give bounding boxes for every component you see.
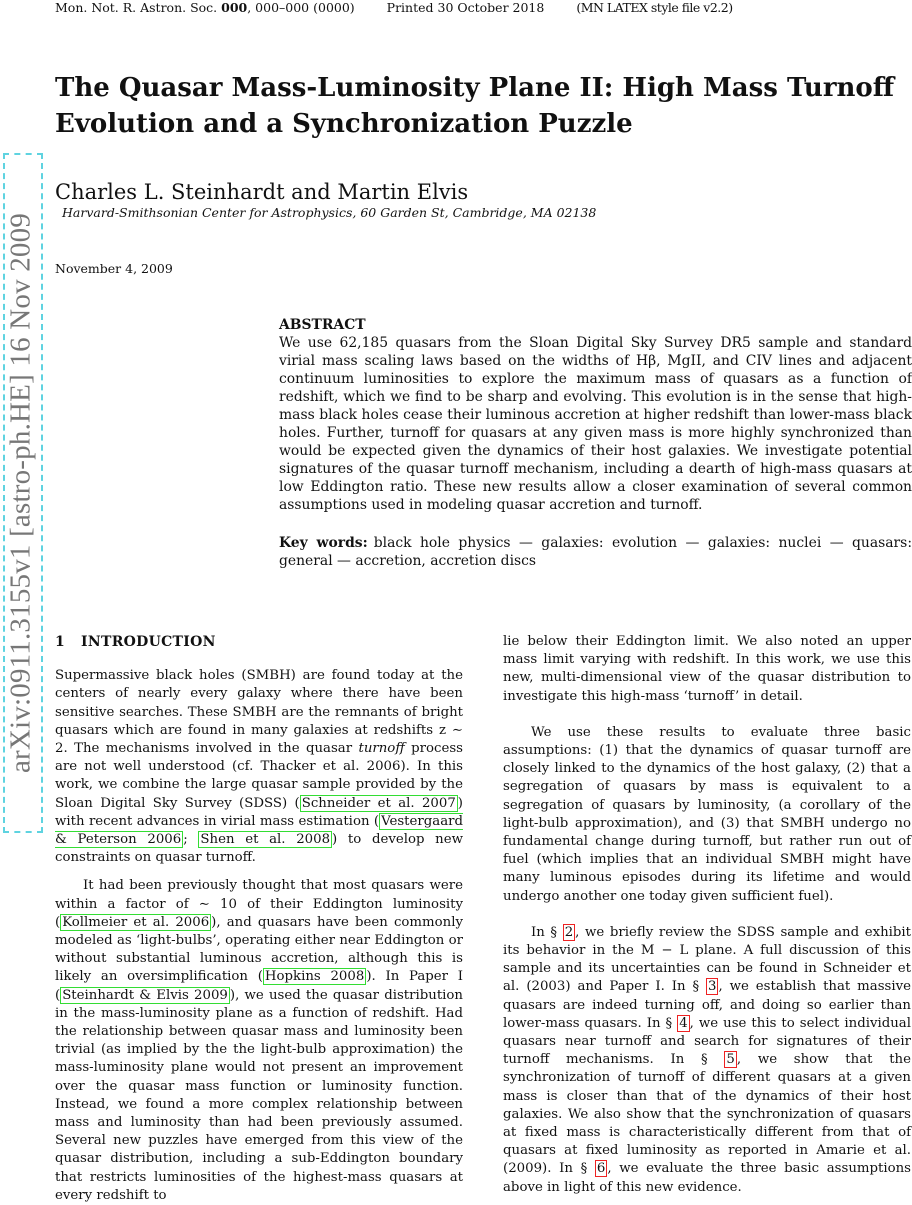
abstract-heading: ABSTRACT: [279, 317, 366, 333]
arxiv-stamp[interactable]: arXiv:0911.3155v1 [astro-ph.HE] 16 Nov 2009: [4, 212, 37, 774]
section-link[interactable]: 6: [596, 1161, 606, 1177]
printed-date: Printed 30 October 2018: [386, 0, 545, 15]
keywords-label: Key words:: [279, 535, 368, 551]
journal-ref: Mon. Not. R. Astron. Soc. 000, 000–000 (0000): [55, 0, 355, 15]
citation-link[interactable]: Vestergaard & Peterson 2006: [55, 813, 463, 848]
citation-link[interactable]: Steinhardt & Elvis 2009: [62, 987, 228, 1003]
abstract-text: We use 62,185 quasars from the Sloan Digital Sky Survey DR5 sample and standard virial mass scaling laws based on the widths of Hβ, MgII, and CIV lines and adjacent continuum luminosities to explore the maximum mass of quasars as a function of redshift, which we find to be sharp and evolving. This evolution is in the sense that high-mass black holes cease their luminous accretion at higher redshift than lower-mass black holes. Further, turnoff for quasars at any given mass is more highly synchronized than would be expected given the dynamics of their host galaxies. We investigate potential signatures of the quasar turnoff mechanism, including a dearth of high-mass quasars at low Eddington ratio. These new results allow a closer examination of several common assumptions used in modeling quasar accretion and turnoff.: [279, 335, 912, 513]
section-link[interactable]: 2: [564, 924, 574, 940]
paragraph: We use these results to evaluate three basic assumptions: (1) that the dynamics of quasar turnoff are closely linked to the dynamics of the host galaxy, (2) that a segregation of quasars by mass is equivalent to a segregation of quasars by luminosity, (a corollary of the light-bulb approximation), and (3) that SMBH undergo no fundamental change during turnoff, but rather run out of fuel (which implies that an individual SMBH might have many luminous episodes during its lifetime and would undergo another one today given sufficient fuel).: [503, 724, 911, 904]
paragraph: Supermassive black holes (SMBH) are found today at the centers of nearly every galaxy where there have been sensitive searches. These SMBH are the remnants of bright quasars which are found in many galaxies at redshifts z ∼ 2. The mechanisms involved in the quasar turnoff process are not well understood (cf. Thacker et al. 2006). In this work, we combine the large quasar sample provided by the Sloan Digital Sky Survey (SDSS) ( Schneider et al. 2007 ) with recent advances in virial mass estimation ( Vestergaard & Peterson 2006 ; Shen et al. 2008 ) to develop new constraints on quasar turnoff.: [55, 668, 463, 866]
paragraph: It had been previously thought that most quasars were within a factor of ∼ 10 of their Eddington luminosity ( Kollmeier et al. 2006 ), and quasars have been commonly modeled as ‘light-bulbs’, operating either near Eddington or without substantial luminous accretion, although this is likely an oversimplification ( Hopkins 2008 ). In Paper I ( Steinhardt & Elvis 2009 ), we used the quasar distribution in the mass-luminosity plane as a function of redshift. Had the relationship between quasar mass and luminosity been trivial (as implied by the the light-bulb approximation) the mass-luminosity plane would not present an improvement over the quasar mass function or luminosity function. Instead, we found a more complex relationship between mass and luminosity than had been previously assumed. Several new puzzles have emerged from this view of the quasar distribution, including a sub-Eddington boundary that restricts luminosities of the highest-mass quasars at every redshift to: [55, 878, 463, 1203]
affiliation: Harvard-Smithsonian Center for Astrophysics, 60 Garden St, Cambridge, MA 02138: [62, 205, 597, 220]
left-column: [55, 633, 463, 1205]
date: November 4, 2009: [55, 261, 173, 276]
running-header: [55, 0, 895, 16]
section-link[interactable]: 5: [726, 1052, 735, 1068]
paragraph: lie below their Eddington limit. We also noted an upper mass limit varying with redshift. In this work, we use this new, multi-dimensional view of the quasar distribution to investigate this high-mass ‘turnoff’ in detail.: [503, 634, 911, 704]
right-column: [503, 633, 911, 1197]
section-link[interactable]: 4: [679, 1015, 688, 1031]
authors: Charles L. Steinhardt and Martin Elvis: [55, 180, 469, 204]
citation-link[interactable]: Shen et al. 2008: [200, 832, 331, 848]
citation-link[interactable]: Hopkins 2008: [264, 969, 365, 985]
section-heading: 1 INTRODUCTION: [55, 634, 216, 650]
section-link[interactable]: 3: [708, 979, 717, 995]
citation-link[interactable]: Schneider et al. 2007: [301, 795, 456, 811]
keywords: [279, 534, 912, 570]
keywords-text: black hole physics — galaxies: evolution — galaxies: nuclei — quasars: general — accretion, accretion discs: [279, 535, 912, 569]
style-file-note: (MN LATEX style file v2.2): [576, 0, 733, 15]
paragraph: In § 2 , we briefly review the SDSS sample and exhibit its behavior in the M − L plane. A full discussion of this sample and its uncertainties can be found in Schneider et al. (2003) and Paper I. In § 3 , we establish that massive quasars are indeed turning off, and doing so earlier than lower-mass quasars. In § 4 , we use this to select individual quasars near turnoff and search for signatures of their turnoff mechanisms. In § 5 , we show that the synchronization of turnoff of different quasars at a given mass is closer than that of the dynamics of their host galaxies. We also show that the synchronization of quasars at fixed mass is characteristically different from that of quasars at fixed luminosity as reported in Amarie et al. (2009). In § 6 , we evaluate the three basic assumptions above in light of this new evidence.: [503, 924, 911, 1195]
paper-title: The Quasar Mass-Luminosity Plane II: High Mass Turnoff Evolution and a Synchronization Puzzle: [55, 73, 895, 139]
abstract: [279, 316, 912, 514]
citation-link[interactable]: Kollmeier et al. 2006: [62, 914, 210, 930]
